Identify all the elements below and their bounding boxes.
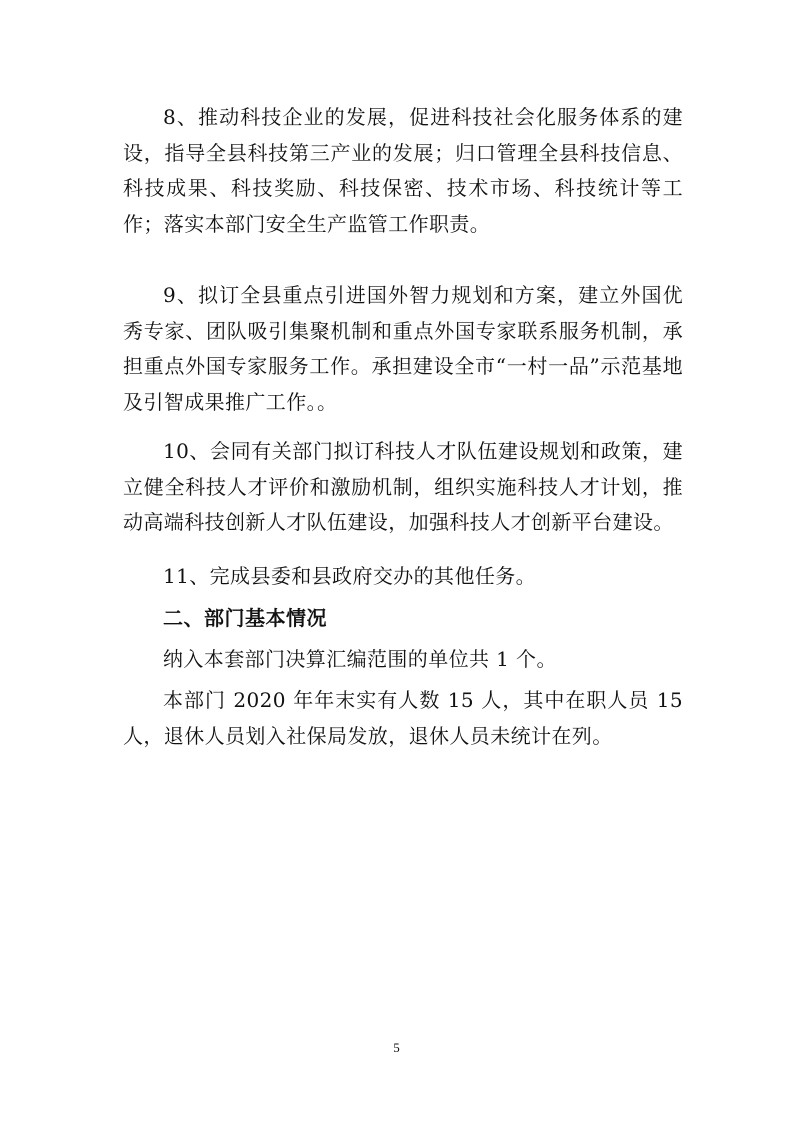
- page-number: 5: [393, 1040, 400, 1055]
- paragraph-item-11: 11、完成县委和县政府交办的其他任务。: [163, 564, 537, 588]
- paragraph-item-10: 10、会同有关部门拟订科技人才队伍建设规划和政策，建立健全科技人才评价和激励机制，组织实施科技人才计划，推动高端科技创新人才队伍建设，加强科技人才创新平台建设。: [123, 439, 683, 534]
- unit-count-paragraph: 纳入本套部门决算汇编范围的单位共 1 个。: [163, 647, 557, 671]
- paragraph-item-8: 8、推动科技企业的发展，促进科技社会化服务体系的建设，指导全县科技第三产业的发展；归口管理全县科技信息、科技成果、科技奖励、科技保密、技术市场、科技统计等工作；落实本部门安全生产监管工作职责。: [123, 105, 683, 236]
- section-heading: 二、部门基本情况: [163, 606, 327, 630]
- staff-count-paragraph: 本部门 2020 年年末实有人数 15 人，其中在职人员 15 人，退休人员划入社保局发放，退休人员未统计在列。: [123, 688, 683, 748]
- paragraph-item-9: 9、拟订全县重点引进国外智力规划和方案，建立外国优秀专家、团队吸引集聚机制和重点外国专家联系服务机制，承担重点外国专家服务工作。承担建设全市“一村一品”示范基地及引智成果推广工作。。: [123, 283, 683, 414]
